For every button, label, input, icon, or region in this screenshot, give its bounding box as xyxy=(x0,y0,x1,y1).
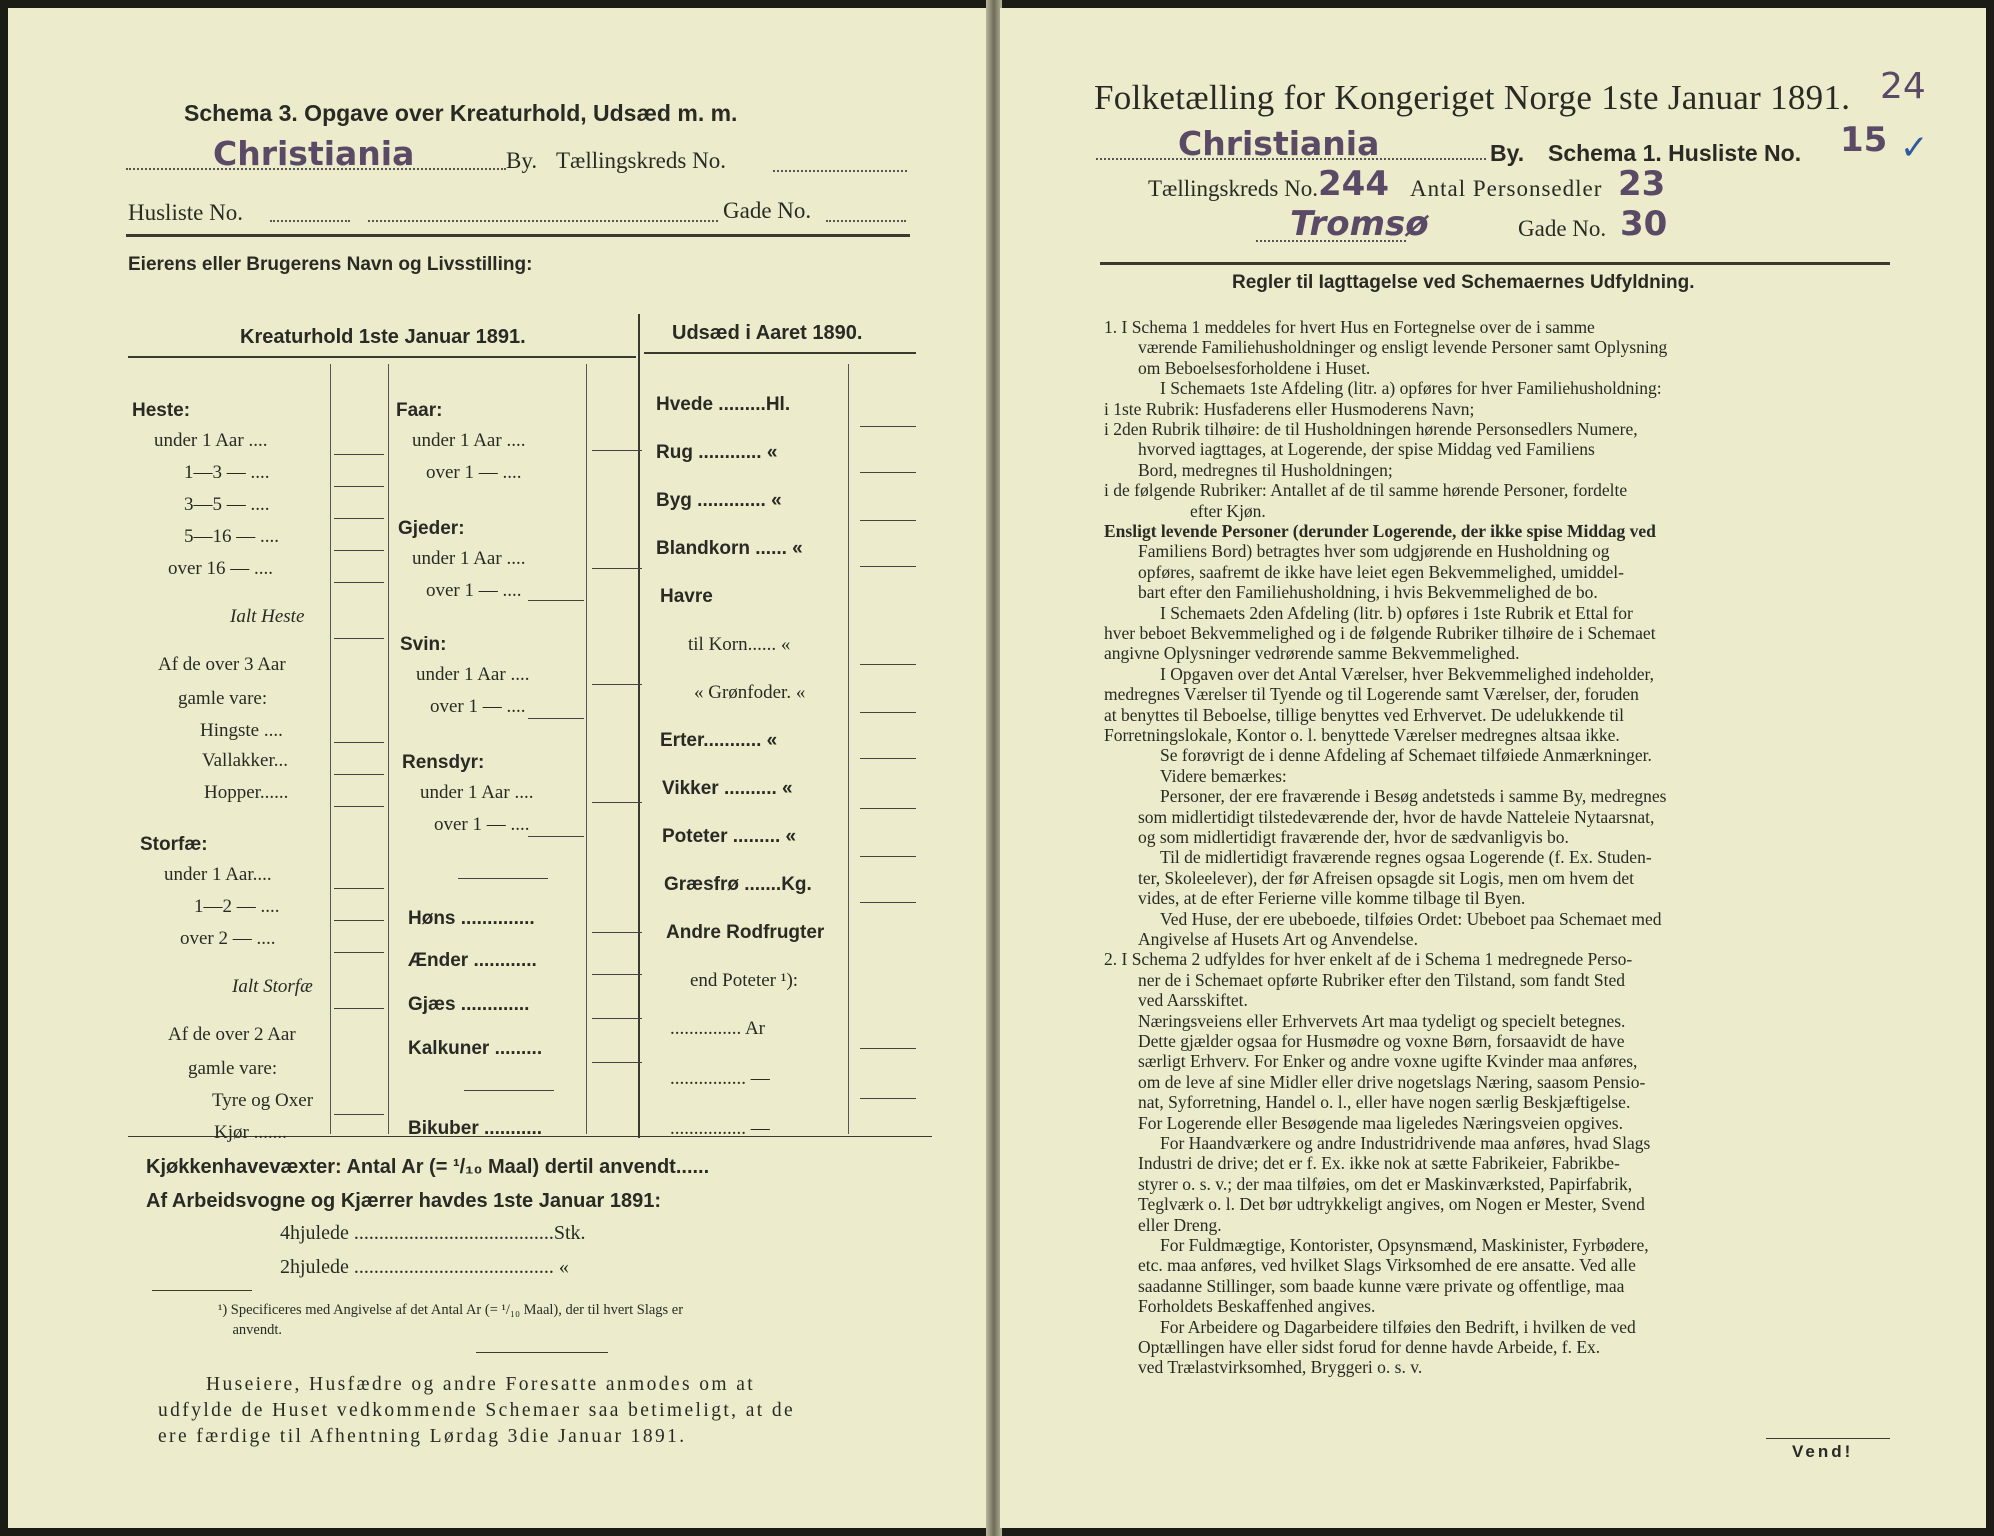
closing-line: Huseiere, Husfædre og andre Foresatte anmodes om at xyxy=(206,1374,756,1395)
heste-row: 1—3 — .... xyxy=(184,462,270,483)
bikuber-row: Bikuber ........... xyxy=(408,1118,543,1139)
rules-line: nat, Syforretning, Handel o. l., eller have nogen særlig Beskjæftigelse. xyxy=(1138,1092,1631,1113)
heste-row: gamle vare: xyxy=(178,688,268,709)
smaa-row: over 1 — .... xyxy=(426,580,522,601)
rules-line: For Haandværkere og andre Industridrivende maa anføres, hvad Slags xyxy=(1160,1133,1651,1153)
kreds-label: Tællingskreds No. xyxy=(556,148,726,173)
udsaed-row: Erter........... « xyxy=(660,730,778,751)
rules-line: angivne Oplysninger vedrørende samme Bekvemmelighed. xyxy=(1104,643,1520,664)
check-mark: ✓ xyxy=(1900,128,1929,168)
closing-text xyxy=(158,1372,795,1450)
gade-no: 30 xyxy=(1620,204,1668,244)
gade-label: Gade No. xyxy=(723,198,812,223)
storfae-row: 1—2 — .... xyxy=(194,896,280,917)
storfae-row: Kjør ....... xyxy=(214,1122,287,1143)
storfae-row: under 1 Aar.... xyxy=(164,864,272,885)
vline-3 xyxy=(586,364,587,1134)
footnote: ¹) Specificeres med Angivelse af det Antal Ar (= ¹/₁₀ Maal), der til hvert Slags er anvendt. xyxy=(218,1302,684,1338)
footnote-rule xyxy=(152,1290,252,1291)
street-line xyxy=(1256,240,1406,242)
rules-line: Dette gjælder ogsaa for Husmødre og voxne Børn, forsaavidt de have xyxy=(1138,1031,1625,1051)
smaa-row: over 1 — .... xyxy=(430,696,526,717)
rules-line: styrer o. s. v.; der maa tilføies, om det er Maskinværksted, Papirfabrik, xyxy=(1138,1173,1633,1194)
gjaes-row: Gjæs ............. xyxy=(408,994,530,1015)
udsaed-row: til Korn...... « xyxy=(688,634,791,655)
heste-head: Heste: xyxy=(132,400,191,421)
udsaed-row: Byg ............. « xyxy=(656,490,782,511)
hjul4-row: 4hjulede ........................................Stk. xyxy=(280,1222,586,1244)
husliste-label: Husliste No. xyxy=(128,200,243,225)
rules-line: ved Trælastvirksomhed, Bryggeri o. s. v. xyxy=(1138,1357,1423,1378)
storfae-row: Af de over 2 Aar xyxy=(168,1024,296,1045)
rules-line: i 2den Rubrik tilhøire: de til Husholdningen hørende Personsedlers Numere, xyxy=(1104,419,1638,439)
storfae-row: over 2 — .... xyxy=(180,928,276,949)
rules-line: Forholdets Beskaffenhed angives. xyxy=(1138,1296,1376,1317)
rules-line: ved Aarsskiftet. xyxy=(1138,990,1248,1011)
street-handwritten: Tromsø xyxy=(1290,204,1429,244)
rules-line: Se forøvrigt de i denne Afdeling af Schemaet tilføiede Anmærkninger. xyxy=(1160,745,1652,766)
rules-line: saadanne Stillinger, som baade kunne være private og offentlige, maa xyxy=(1138,1275,1625,1296)
udsaed-row: Blandkorn ...... « xyxy=(656,538,803,559)
rules-line: Familiens Bord) betragtes hver som udgjørende en Husholdning og xyxy=(1138,541,1610,562)
gjeder-head: Gjeder: xyxy=(398,518,465,539)
udsaed-row: end Poteter ¹): xyxy=(690,970,799,991)
gade-label: Gade No. xyxy=(1518,216,1607,241)
rules-line: vides, at de efter Ferierne ville komme tilbage til Byen. xyxy=(1138,888,1526,909)
rules-line: For Fuldmægtige, Kontorister, Opsynsmænd, Maskinister, Fyrbødere, xyxy=(1160,1235,1649,1255)
rules-line: I Schemaets 1ste Afdeling (litr. a) opføres for hver Familiehusholdning: xyxy=(1160,378,1662,399)
udsaed-row: ................ — xyxy=(670,1068,770,1089)
rules-line: For Logerende eller Besøgende maa ligeledes Næringsveien opgives. xyxy=(1138,1112,1623,1133)
rules-line: om Beboelsesforholdene i Huset. xyxy=(1138,357,1371,378)
kreds-line xyxy=(773,170,907,172)
rules-line: Næringsveiens eller Erhvervets Art maa tydeligt og specielt betegnes. xyxy=(1138,1010,1626,1031)
rules-line: Forretningslokale, Kontor o. l. benyttede Værelser medregnes altsaa ikke. xyxy=(1104,725,1620,745)
schema3-title: Schema 3. Opgave over Kreaturhold, Udsæd m. m. xyxy=(184,100,738,126)
rules-line: i de følgende Rubriker: Antallet af de til samme hørende Personer, fordelte xyxy=(1104,480,1628,501)
storfae-head: Storfæ: xyxy=(140,834,208,855)
smaa-row: under 1 Aar .... xyxy=(416,664,530,685)
city-handwritten: Christiania xyxy=(1178,124,1380,163)
rules-line: For Arbeidere og Dagarbeidere tilføies den Bedrift, i hvilken de ved xyxy=(1160,1316,1636,1337)
col2-rule xyxy=(644,352,916,354)
udsaed-row: Andre Rodfrugter xyxy=(666,922,825,943)
gade-no-line xyxy=(826,220,906,222)
kjokkenhave xyxy=(146,1156,709,1179)
smaa-row: under 1 Aar .... xyxy=(420,782,534,803)
udsaed-row: Hvede .........Hl. xyxy=(656,394,791,415)
by-label: By. xyxy=(1490,140,1525,166)
vline-2 xyxy=(388,364,389,1134)
owner-label: Eierens eller Brugerens Navn og Livsstilling: xyxy=(128,254,533,275)
rules-line: efter Kjøn. xyxy=(1190,500,1266,521)
col1-rule xyxy=(128,356,636,358)
city-handwritten: Christiania xyxy=(213,134,415,173)
census-title: Folketælling for Kongeriget Norge 1ste Januar 1891. xyxy=(1094,78,1851,117)
rules-line: Til de midlertidigt fraværende regnes ogsaa Logerende (f. Ex. Studen- xyxy=(1160,847,1652,868)
kreds-no: 244 xyxy=(1318,164,1389,204)
rules-line: værende Familiehusholdninger og ensligt levende Personer samt Oplysning xyxy=(1138,337,1668,358)
rules-line: Optællingen have eller sidst forud for denne havde Arbeide, f. Ex. xyxy=(1138,1337,1601,1357)
antal-personsedler: 23 xyxy=(1618,164,1666,204)
smaa-row: under 1 Aar .... xyxy=(412,430,526,451)
rules-line: opføres, saafremt de ikke have leiet egen Bekvemmelighed, umiddel- xyxy=(1138,561,1624,582)
city-line xyxy=(1096,158,1486,160)
storfae-row: gamle vare: xyxy=(188,1058,278,1079)
rules-line: Bord, medregnes til Husholdningen; xyxy=(1138,459,1393,480)
col1-header: Kreaturhold 1ste Januar 1891. xyxy=(240,326,526,348)
header-rule xyxy=(126,234,910,237)
kalkuner-row: Kalkuner ......... xyxy=(408,1038,543,1059)
faar-head: Faar: xyxy=(396,400,443,421)
page-number: 24 xyxy=(1880,66,1926,107)
udsaed-row: Rug ............ « xyxy=(656,442,778,463)
rules-line: Personer, der ere fraværende i Besøg andetsteds i samme By, medregnes xyxy=(1160,786,1667,807)
heste-row: Hopper...... xyxy=(204,782,289,803)
gade-line xyxy=(368,220,718,222)
rules-line: hver beboet Bekvemmelighed og i de følgende Rubriker tilhøire de i Schemaet xyxy=(1104,623,1656,643)
rules-line: ner de i Schemaet opførte Rubriker efter den Tilstand, som fandt Sted xyxy=(1138,969,1625,990)
heste-row: under 1 Aar .... xyxy=(154,430,268,451)
vline-4 xyxy=(848,364,849,1134)
ialt-storfae: Ialt Storfæ xyxy=(232,976,313,997)
heste-row: over 16 — .... xyxy=(168,558,274,579)
heste-row: 5—16 — .... xyxy=(184,526,279,547)
ialt-heste: Ialt Heste xyxy=(230,606,305,627)
rules-line: og som midlertidigt fraværende der, hvor de sædvanligvis bo. xyxy=(1138,827,1569,847)
udsaed-row: ............... Ar xyxy=(670,1018,765,1039)
city-line xyxy=(126,168,506,170)
rules-line: Industri de drive; det er f. Ex. ikke nok at sætte Fabrikeier, Fabrikbe- xyxy=(1138,1153,1620,1174)
closing-rule xyxy=(476,1352,608,1353)
udsaed-row: ................ — xyxy=(670,1118,770,1139)
antal-label: Antal Personsedler xyxy=(1410,176,1603,201)
heste-row: Vallakker... xyxy=(202,750,289,771)
kjokkenhave-text: Kjøkkenhavevæxter: Antal Ar (= ¹/₁₀ Maal) dertil anvendt...... xyxy=(146,1156,710,1178)
rules-line: medregnes Værelser til Tyende og til Logerende samt Værelser, der, foruden xyxy=(1104,684,1639,705)
husliste-line xyxy=(270,220,350,222)
closing-line: ere færdige til Afhentning Lørdag 3die Januar 1891. xyxy=(158,1426,687,1447)
svin-head: Svin: xyxy=(400,634,447,655)
aender-row: Ænder ............ xyxy=(408,950,537,971)
rules-line: 1. I Schema 1 meddeles for hvert Hus en Fortegnelse over de i samme xyxy=(1104,317,1595,337)
husliste-no: 15 xyxy=(1840,120,1888,160)
rules-line: Ved Huse, der ere ubeboede, tilføies Ordet: Ubeboet paa Schemaet med xyxy=(1160,908,1662,929)
rules-line: I Schemaets 2den Afdeling (litr. b) opføres i 1ste Rubrik et Ettal for xyxy=(1160,602,1633,623)
rules-line: ter, Skoleelever), der før Afreisen opsagde sit Logis, men om hvem det xyxy=(1138,867,1634,888)
by-label: By. xyxy=(506,148,538,173)
rules-line: Videre bemærkes: xyxy=(1160,765,1287,786)
vend-rule xyxy=(1766,1438,1890,1439)
rules-line: som midlertidigt tilstedeværende der, hvor de havde Natteleie Nytaarsnat, xyxy=(1138,806,1655,827)
udsaed-row: Vikker .......... « xyxy=(662,778,793,799)
rules-line: i 1ste Rubrik: Husfaderens eller Husmoderens Navn; xyxy=(1104,398,1475,419)
section-divider xyxy=(638,314,640,1138)
hjul2-row: 2hjulede ........................................ « xyxy=(280,1256,569,1278)
rules-line: 2. I Schema 2 udfyldes for hver enkelt af de i Schema 1 medregnede Perso- xyxy=(1104,949,1633,970)
rules-body xyxy=(1104,318,1894,1428)
storfae-row: Tyre og Oxer xyxy=(212,1090,314,1111)
udsaed-row: Poteter ......... « xyxy=(662,826,797,847)
header-rule xyxy=(1100,262,1890,265)
heste-row: Af de over 3 Aar xyxy=(158,654,286,675)
rules-line: Teglværk o. l. Det bør udtrykkeligt angives, om Nogen er Mester, Svend xyxy=(1138,1194,1645,1215)
rules-line: hvorved iagttages, at Logerende, der spise Middag ved Familiens xyxy=(1138,439,1595,460)
rules-line: I Opgaven over det Antal Værelser, hver Bekvemmelighed indeholder, xyxy=(1160,663,1654,684)
rules-line: Ensligt levende Personer (derunder Logerende, der ikke spise Middag ved xyxy=(1104,521,1656,541)
vline-1 xyxy=(330,364,331,1134)
kreds-label: Tællingskreds No. xyxy=(1148,176,1318,201)
vogne-label: Af Arbeidsvogne og Kjærrer havdes 1ste Januar 1891: xyxy=(146,1190,661,1212)
rules-heading: Regler til Iagttagelse ved Schemaernes Udfyldning. xyxy=(1232,272,1695,293)
udsaed-row: Havre xyxy=(660,586,713,607)
vend-label: Vend! xyxy=(1792,1442,1854,1461)
hons-row: Høns .............. xyxy=(408,908,535,929)
heste-row: 3—5 — .... xyxy=(184,494,270,515)
heste-row: Hingste .... xyxy=(200,720,283,741)
rules-line: bart efter den Familiehusholdning, i hvis Bekvemmelighed de bo. xyxy=(1138,582,1598,603)
udsaed-row: Græsfrø .......Kg. xyxy=(664,874,812,895)
rules-line: etc. maa anføres, ved hvilket Slags Virksomhed de ere ansatte. Ved alle xyxy=(1138,1255,1636,1276)
schema1-label: Schema 1. Husliste No. xyxy=(1548,140,1802,166)
left-page xyxy=(8,8,988,1528)
rules-line: eller Dreng. xyxy=(1138,1214,1222,1235)
smaa-row: under 1 Aar .... xyxy=(412,548,526,569)
smaa-row: over 1 — .... xyxy=(434,814,530,835)
rules-line: Angivelse af Husets Art og Anvendelse. xyxy=(1138,929,1418,949)
rules-line: særligt Erhverv. For Enker og andre voxne ugifte Kvinder maa anføres, xyxy=(1138,1051,1638,1072)
smaa-row: over 1 — .... xyxy=(426,462,522,483)
closing-line: udfylde de Huset vedkommende Schemaer saa betimeligt, at de xyxy=(158,1400,796,1421)
col2-header: Udsæd i Aaret 1890. xyxy=(672,322,863,344)
rensdyr-head: Rensdyr: xyxy=(402,752,485,773)
udsaed-row: « Grønfoder. « xyxy=(694,682,806,703)
rules-line: om de leve af sine Midler eller drive nogetslags Næring, saasom Pensio- xyxy=(1138,1071,1646,1092)
right-page xyxy=(1000,8,1986,1528)
rules-line: at benyttes til Beboelse, tillige benyttes ved Erhvervet. De udelukkende til xyxy=(1104,704,1624,725)
